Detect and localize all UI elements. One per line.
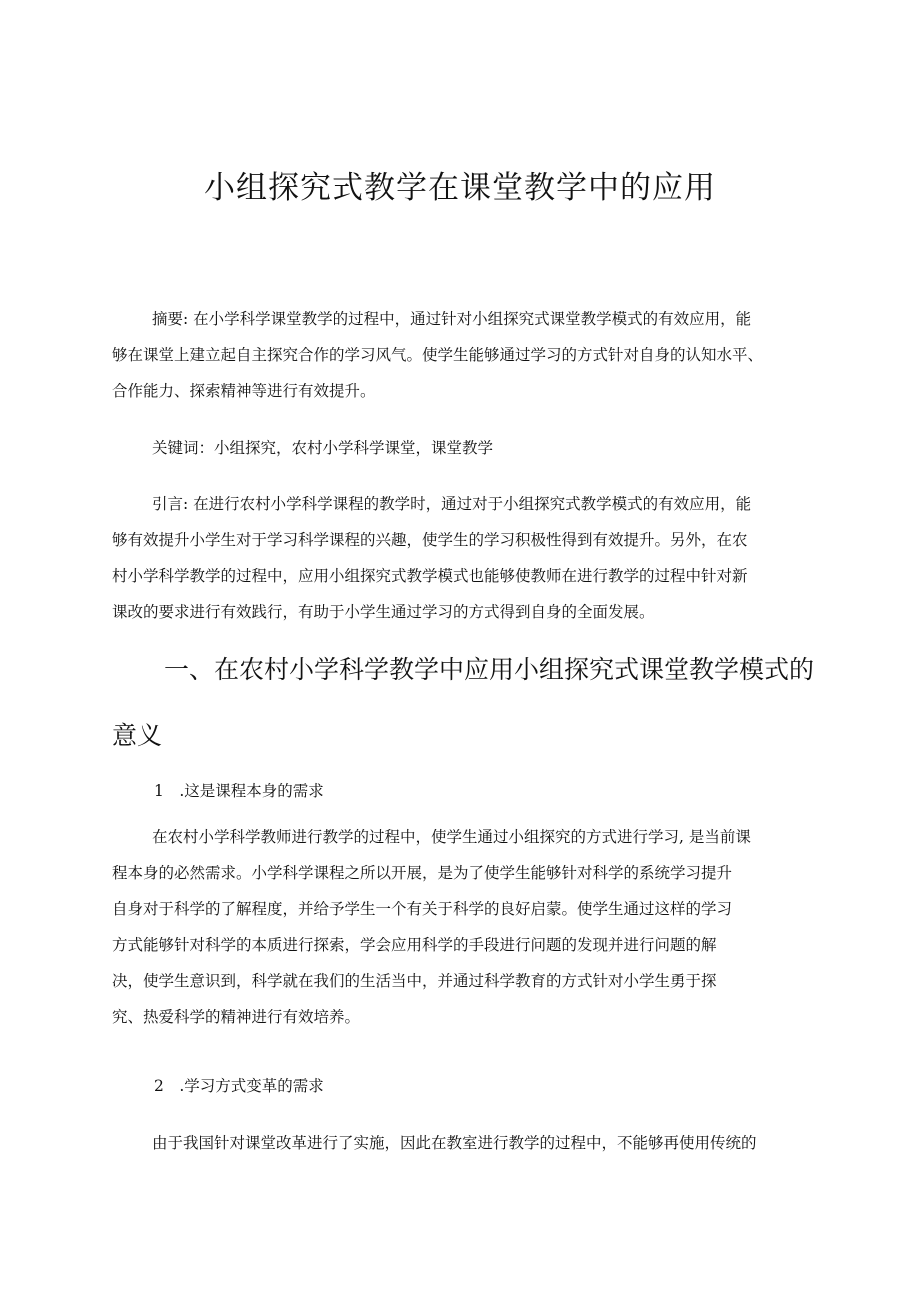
body-line: 由于我国针对课堂改革进行了实施，因此在教室进行教学的过程中，不能够再使用传统的 xyxy=(152,1134,757,1152)
subsection-heading: 1 .这是课程本身的需求 xyxy=(154,782,324,800)
introduction-line: 够有效提升小学生对于学习科学课程的兴趣，使学生的学习积极性得到有效提升。另外，在农 xyxy=(112,531,748,549)
subsection-heading: 2 .学习方式变革的需求 xyxy=(154,1077,324,1095)
body-line: 在农村小学科学教师进行教学的过程中，使学生通过小组探究的方式进行学习, 是当前课 xyxy=(152,828,751,846)
body-line: 自身对于科学的了解程度，并给予学生一个有关于科学的良好启蒙。使学生通过这样的学习 xyxy=(112,900,733,918)
document-title: 小组探究式教学在课堂教学中的应用 xyxy=(204,170,716,206)
abstract-line: 合作能力、探索精神等进行有效提升。 xyxy=(112,382,376,400)
section-heading-line: 意义 xyxy=(112,721,163,750)
introduction-line: 引言: 在进行农村小学科学课程的教学时，通过对于小组探究式教学模式的有效应用，能 xyxy=(152,495,752,513)
introduction-line: 课改的要求进行有效践行，有助于小学生通过学习的方式得到自身的全面发展。 xyxy=(112,603,655,621)
introduction-line: 村小学科学教学的过程中，应用小组探究式教学模式也能够使教师在进行教学的过程中针对新 xyxy=(112,567,748,585)
abstract-paragraph xyxy=(112,301,812,409)
introduction-paragraph xyxy=(112,486,812,630)
section-heading-line: 一、在农村小学科学教学中应用小组探究式课堂教学模式的 xyxy=(164,655,815,684)
keywords-paragraph xyxy=(112,430,812,466)
body-line: 方式能够针对科学的本质进行探索，学会应用科学的手段进行问题的发现并进行问题的解 xyxy=(112,936,717,954)
abstract-line: 够在课堂上建立起自主探究合作的学习风气。使学生能够通过学习的方式针对自身的认知水平、 xyxy=(112,346,764,364)
body-line: 决，使学生意识到，科学就在我们的生活当中，并通过科学教育的方式针对小学生勇于探 xyxy=(112,972,717,990)
abstract-line: 摘要: 在小学科学课堂教学的过程中，通过针对小组探究式课堂教学模式的有效应用，能 xyxy=(152,310,752,328)
section-heading xyxy=(112,637,832,769)
keywords-line: 关键词：小组探究，农村小学科学课堂，课堂教学 xyxy=(152,439,494,457)
subsection-body xyxy=(112,819,812,1035)
body-line: 究、热爱科学的精神进行有效培养。 xyxy=(112,1008,361,1026)
subsection-body xyxy=(112,1125,812,1161)
body-line: 程本身的必然需求。小学科学课程之所以开展，是为了使学生能够针对科学的系统学习提升 xyxy=(112,864,733,882)
